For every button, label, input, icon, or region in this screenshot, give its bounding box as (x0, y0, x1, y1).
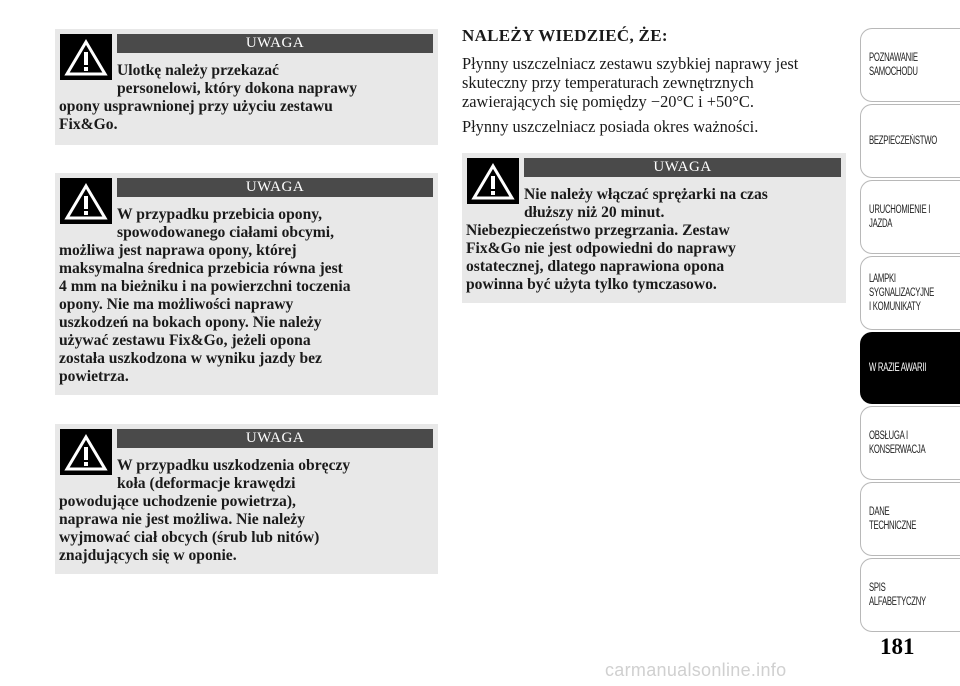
warning-line: Nie należy włączać sprężarki na czas (524, 186, 768, 203)
tab-label: OBSŁUGA I (869, 430, 908, 442)
warning-header: UWAGA (117, 178, 433, 197)
warning-line: powodujące uchodzenie powietrza), (59, 493, 296, 510)
tab-label: I KOMUNIKATY (869, 301, 921, 313)
tab-label: LAMPKI (869, 273, 896, 285)
tab-dane-techniczne[interactable] (860, 482, 960, 556)
warning-line: powinna być użyta tylko tymczasowo. (466, 276, 717, 293)
section-heading: NALEŻY WIEDZIEĆ, ŻE: (462, 26, 668, 45)
warning-line: koła (deformacje krawędzi (117, 475, 296, 492)
tab-label: BEZPIECZEŃSTWO (869, 135, 937, 147)
warning-text (59, 457, 434, 565)
warning-line: maksymalna średnica przebicia równa jest (59, 260, 343, 277)
tab-label: SAMOCHODU (869, 66, 918, 78)
info-paragraph-2: Płynny uszczelniacz posiada okres ważności. (462, 117, 759, 136)
warning-line: uszkodzeń na bokach opony. Nie należy (59, 314, 322, 331)
warning-line: spowodowanego ciałami obcymi, (117, 224, 335, 241)
warning-header: UWAGA (117, 429, 433, 448)
warning-line: W przypadku uszkodzenia obręczy (117, 457, 351, 474)
warning-box-3 (55, 424, 438, 574)
watermark: carmanualsonline.info (605, 660, 787, 680)
tab-lampki-sygnalizacyjne[interactable] (860, 256, 960, 330)
tab-w-razie-awarii[interactable] (860, 332, 960, 404)
warning-text (59, 62, 434, 134)
warning-line: używać zestawu Fix&Go, jeżeli opona (59, 332, 311, 349)
warning-line: ostatecznej, dlatego naprawiona opona (466, 258, 725, 275)
warning-line: Fix&Go nie jest odpowiedni do naprawy (466, 240, 736, 257)
tab-label: DANE (869, 506, 890, 518)
warning-line: dłuższy niż 20 minut. (524, 204, 665, 221)
info-paragraph-1 (462, 54, 837, 111)
warning-line: wyjmować ciał obcych (śrub lub nitów) (59, 529, 320, 546)
tab-label: URUCHOMIENIE I (869, 204, 931, 216)
tab-uruchomienie-i-jazda[interactable] (860, 180, 960, 254)
warning-line: naprawa nie jest możliwa. Nie należy (59, 511, 305, 528)
warning-line: została uszkodzona w wyniku jazdy bez (59, 350, 322, 367)
warning-text (466, 186, 842, 294)
tab-label: POZNAWANIE (869, 52, 918, 64)
tab-label: SPIS (869, 582, 886, 594)
tab-spis-alfabetyczny[interactable] (860, 558, 960, 632)
warning-line: powietrza. (59, 368, 129, 385)
warning-line: personelowi, który dokona naprawy (117, 80, 357, 97)
warning-line: znajdujących się w oponie. (59, 547, 237, 564)
info-line: skuteczny przy temperaturach zewnętrznych (462, 73, 754, 92)
tab-label: KONSERWACJA (869, 444, 926, 456)
tab-label: SYGNALIZACYJNE (869, 287, 934, 299)
info-line: Płynny uszczelniacz zestawu szybkiej naprawy jest (462, 54, 799, 73)
warning-text (59, 206, 434, 386)
tab-obsluga-i-konserwacja[interactable] (860, 406, 960, 480)
warning-box-2 (55, 173, 438, 395)
warning-line: W przypadku przebicia opony, (117, 206, 323, 223)
warning-line: opony usprawnionej przy użyciu zestawu (59, 98, 333, 115)
warning-line: opony. Nie ma możliwości naprawy (59, 296, 294, 313)
warning-header: UWAGA (524, 158, 841, 177)
warning-box-4 (462, 153, 846, 303)
warning-line: Niebezpieczeństwo przegrzania. Zestaw (466, 222, 730, 239)
tab-label: ALFABETYCZNY (869, 596, 926, 608)
warning-line: Ulotkę należy przekazać (117, 62, 279, 79)
info-line: zawierających się pomiędzy −20°C i +50°C. (462, 92, 754, 111)
tab-poznawanie-samochodu[interactable] (860, 28, 960, 102)
tab-label: JAZDA (869, 218, 893, 230)
page-number: 181 (880, 634, 915, 659)
warning-box-1 (55, 29, 438, 145)
warning-line: 4 mm na bieżniku i na powierzchni toczenia (59, 278, 351, 295)
warning-line: możliwa jest naprawa opony, której (59, 242, 297, 259)
tab-bezpieczenstwo[interactable] (860, 104, 960, 178)
tab-label: TECHNICZNE (869, 520, 917, 532)
warning-header: UWAGA (117, 34, 433, 53)
tab-label: W RAZIE AWARII (869, 362, 927, 374)
warning-line: Fix&Go. (59, 116, 118, 133)
